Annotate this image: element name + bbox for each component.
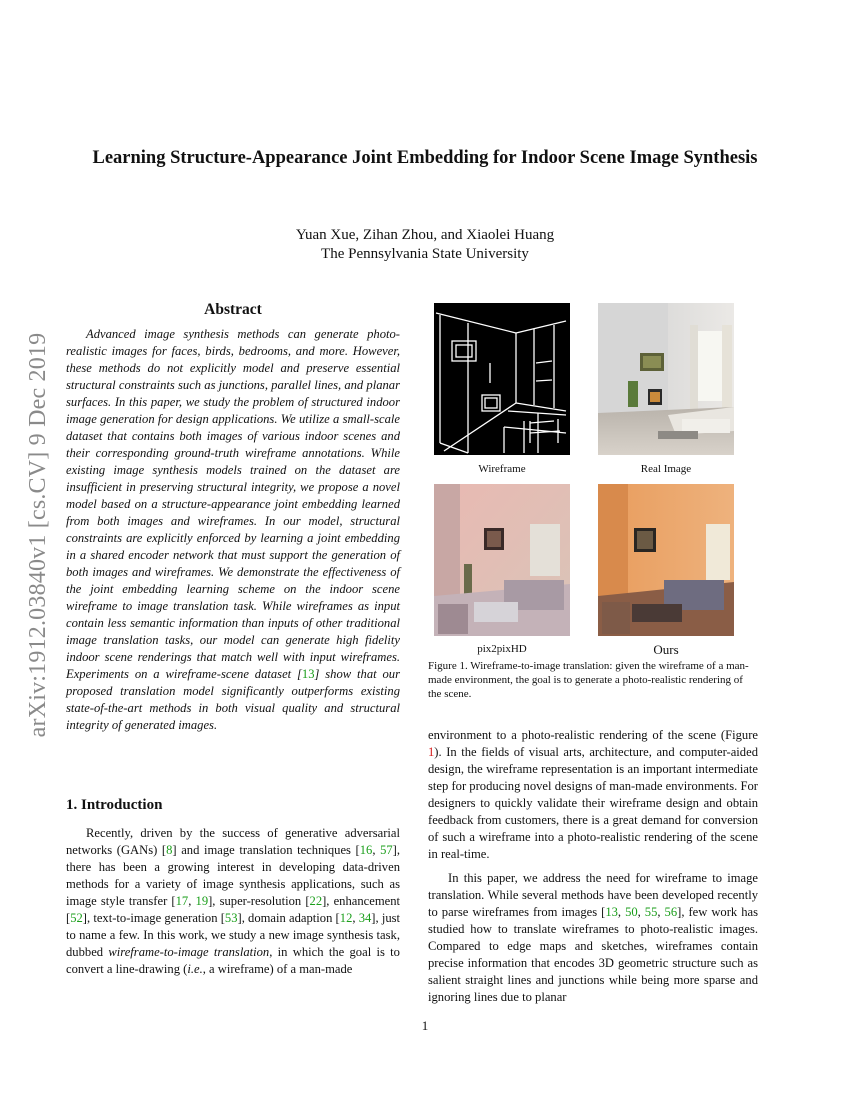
affiliation: The Pennsylvania State University xyxy=(321,246,529,262)
citation-link[interactable]: 13 xyxy=(605,905,618,919)
page-number: 1 xyxy=(421,1018,429,1033)
figure-link[interactable]: 1 xyxy=(428,745,435,759)
wireframe-image xyxy=(434,303,570,455)
section-heading-introduction: 1. Introduction xyxy=(66,797,163,813)
introduction-paragraph: Recently, driven by the success of generative adversarial networks (GANs) [8] and image translation techniques [16, 57], there has been a growing interest in developing data-driven methods for a variety of image synthesis applications, such as image style transfer [17, 19], super-resolution [22], enhancement [52], text-to-image generation [53], domain adaption [12, 34], just to name a few. In this work, we study a new image synthesis task, dubbed wireframe-to-image translation, in which the goal is to convert a line-drawing (i.e., a wireframe) of a man-made xyxy=(66,826,401,976)
paragraph: environment to a photo-realistic rendering of the scene (Figure 1). In the fields of visual arts, architecture, and computer-aided design, the wireframe representation is an important intermediate step for producing novel designs of man-made environments. For designers to quickly validate their wireframe design and obtain feedback from customers, there is a great demand for conversion of such a wireframe into a photo-realistic rendering of the scene in real-time. xyxy=(428,728,758,861)
citation-link[interactable]: 13 xyxy=(301,667,315,681)
citation-link[interactable]: 12 xyxy=(339,911,353,925)
citation-link[interactable]: 56 xyxy=(664,905,678,919)
citation-link[interactable]: 52 xyxy=(70,911,83,925)
figure-panel-ours xyxy=(598,484,734,636)
figure-label-pix2pixhd: pix2pixHD xyxy=(477,643,527,655)
figure-panel-real-image xyxy=(598,303,734,455)
citation-link[interactable]: 55 xyxy=(644,905,658,919)
citation-link[interactable]: 17 xyxy=(175,894,189,908)
figure-panel-wireframe xyxy=(434,303,570,455)
right-column-body xyxy=(428,727,758,1013)
figure-label-ours: Ours xyxy=(653,642,679,657)
citation-link[interactable]: 19 xyxy=(195,894,209,908)
citation-link[interactable]: 34 xyxy=(358,911,372,925)
ours-image xyxy=(598,484,734,636)
real-image xyxy=(598,303,734,455)
figure-panel-pix2pixhd xyxy=(434,484,570,636)
citation-link[interactable]: 16 xyxy=(359,843,373,857)
figure-label-wireframe: Wireframe xyxy=(478,463,526,475)
citation-link[interactable]: 22 xyxy=(309,894,323,908)
abstract-heading: Abstract xyxy=(204,301,262,318)
arxiv-stamp: arXiv:1912.03840v1 [cs.CV] 9 Dec 2019 xyxy=(25,332,51,738)
abstract-text: Advanced image synthesis methods can generate photo-realistic images for faces, birds, bedrooms, and more. However, these methods do not explicitly model and preserve essential structural constraints such as junctions, parallel lines, and planar surfaces. In this paper, we study the problem of structured indoor image generation for design applications. We utilize a small-scale dataset that contains both images of various indoor scenes and their corresponding ground-truth wireframe annotations. While existing image synthesis models trained on the dataset are insufficient in preserving structural integrity, we propose a novel model based on a structure-appearance joint embedding learned from both images and wireframes. In our model, structural constraints are explicitly enforced by learning a joint embedding in a shared encoder network that must support the generation of both images and wireframes. We demonstrate the effectiveness of the joint embedding learning scheme on the indoor scene wireframe to image translation task. While wireframes as input contain less semantic information than inputs of other traditional image translation tasks, our model can generate high fidelity indoor scene renderings that match well with input wireframes. Experiments on a wireframe-scene dataset [13] show that our proposed translation model significantly outperforms existing state-of-the-art methods in both visual quality and structural integrity of generated images. xyxy=(66,327,400,732)
author-block xyxy=(60,226,790,264)
paragraph: In this paper, we address the need for wireframe to image translation. While several methods have been developed recently to parse wireframes from images [13, 50, 55, 56], few work has studied how to translate wireframes to photo-realistic images. Compared to edge maps and sketches, wireframes contain precise information that encodes 3D geometric structure such as salient straight lines and junctions while being more sparse and ignoring lines due to planar xyxy=(428,871,758,1004)
figure-caption: Figure 1. Wireframe-to-image translation: given the wireframe of a man-made environment, the goal is to generate a photo-realistic rendering of the scene. xyxy=(428,660,749,700)
citation-link[interactable]: 50 xyxy=(625,905,638,919)
citation-link[interactable]: 8 xyxy=(166,843,173,857)
citation-link[interactable]: 57 xyxy=(380,843,393,857)
authors: Yuan Xue, Zihan Zhou, and Xiaolei Huang xyxy=(295,227,555,243)
figure-label-real-image: Real Image xyxy=(640,463,692,475)
citation-link[interactable]: 53 xyxy=(224,911,238,925)
paper-title: Learning Structure-Appearance Joint Embedding for Indoor Scene Image Synthesis xyxy=(92,148,758,168)
pix2pixhd-image xyxy=(434,484,570,636)
